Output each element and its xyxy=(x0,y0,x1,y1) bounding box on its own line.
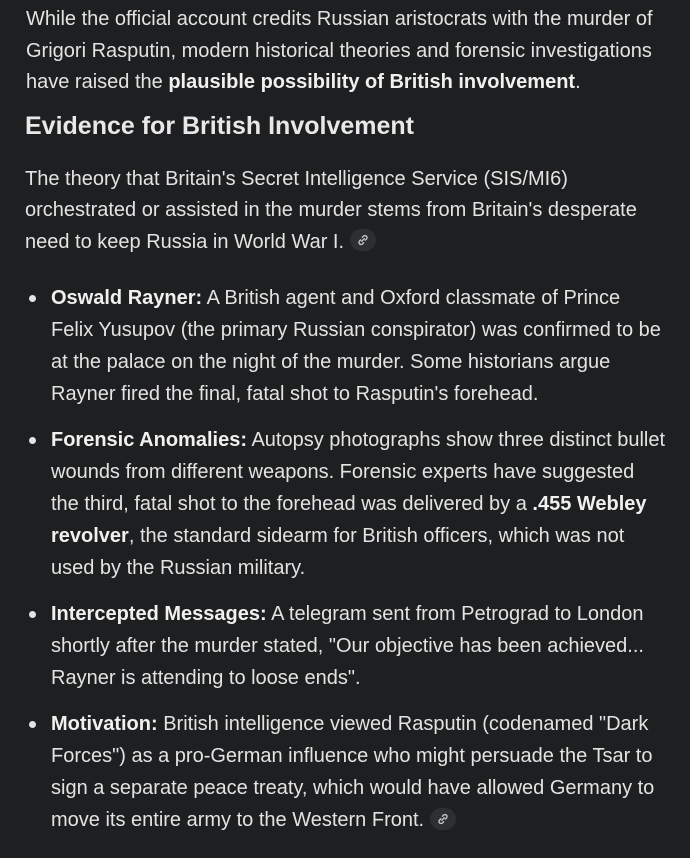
intro-text: While the official account credits Russian aristocrats with the murder of Grigori Rasputin, modern historical theories and forensic investigations have raised the xyxy=(26,8,653,93)
list-item xyxy=(26,598,666,694)
list-item-text xyxy=(51,282,666,410)
list-item-title: Oswald Rayner: xyxy=(51,287,203,309)
list-item-body: British intelligence viewed Rasputin (codenamed "Dark Forces") as a pro-German influence who might persuade the Tsar to sign a separate peace treaty, which would have allowed Germany to move its entire army to the Western Front. xyxy=(51,713,655,831)
list-item-text xyxy=(51,598,666,694)
list-item-body: Autopsy photographs show three distinct bullet wounds from different weapons. Forensic experts have suggested the third, fatal shot to the forehead was delivered by a xyxy=(51,429,666,515)
list-item-title: Motivation: xyxy=(51,713,158,735)
list-item xyxy=(26,424,666,584)
list-item-title: Forensic Anomalies: xyxy=(51,429,247,451)
list-item-title: Intercepted Messages: xyxy=(51,603,267,625)
list-item-body-end: , the standard sidearm for British officers, which was not used by the Russian military. xyxy=(51,525,625,579)
list-item xyxy=(26,708,666,836)
intro-paragraph xyxy=(26,4,666,99)
bullet-dot xyxy=(29,611,36,618)
evidence-list xyxy=(26,282,666,836)
bullet-dot xyxy=(29,295,36,302)
theory-text: The theory that Britain's Secret Intelligence Service (SIS/MI6) orchestrated or assisted in the murder stems from Britain's desperate need to keep Russia in World War I. xyxy=(25,167,637,253)
intro-end: . xyxy=(575,71,581,93)
list-item-text xyxy=(51,424,666,584)
theory-paragraph xyxy=(25,164,666,259)
section-heading: Evidence for British Involvement xyxy=(25,111,414,140)
link-icon xyxy=(356,233,370,247)
source-link-button[interactable] xyxy=(350,229,376,251)
intro-bold-phrase: plausible possibility of British involvement xyxy=(168,71,576,93)
list-item-body: A telegram sent from Petrograd to London shortly after the murder stated, "Our objective has been achieved... Rayner is attending to loose ends". xyxy=(51,603,644,689)
list-item xyxy=(26,282,666,410)
bullet-dot xyxy=(29,721,36,728)
source-link-button[interactable] xyxy=(430,808,456,830)
list-item-text xyxy=(51,708,666,836)
list-item-bold-phrase: .455 Webley revolver xyxy=(51,493,647,547)
bullet-dot xyxy=(29,437,36,444)
list-item-body: A British agent and Oxford classmate of Prince Felix Yusupov (the primary Russian conspirator) was confirmed to be at the palace on the night of the murder. Some historians argue Rayner fired the final, fatal shot to Rasputin's forehead. xyxy=(51,287,661,405)
link-icon xyxy=(436,812,450,826)
